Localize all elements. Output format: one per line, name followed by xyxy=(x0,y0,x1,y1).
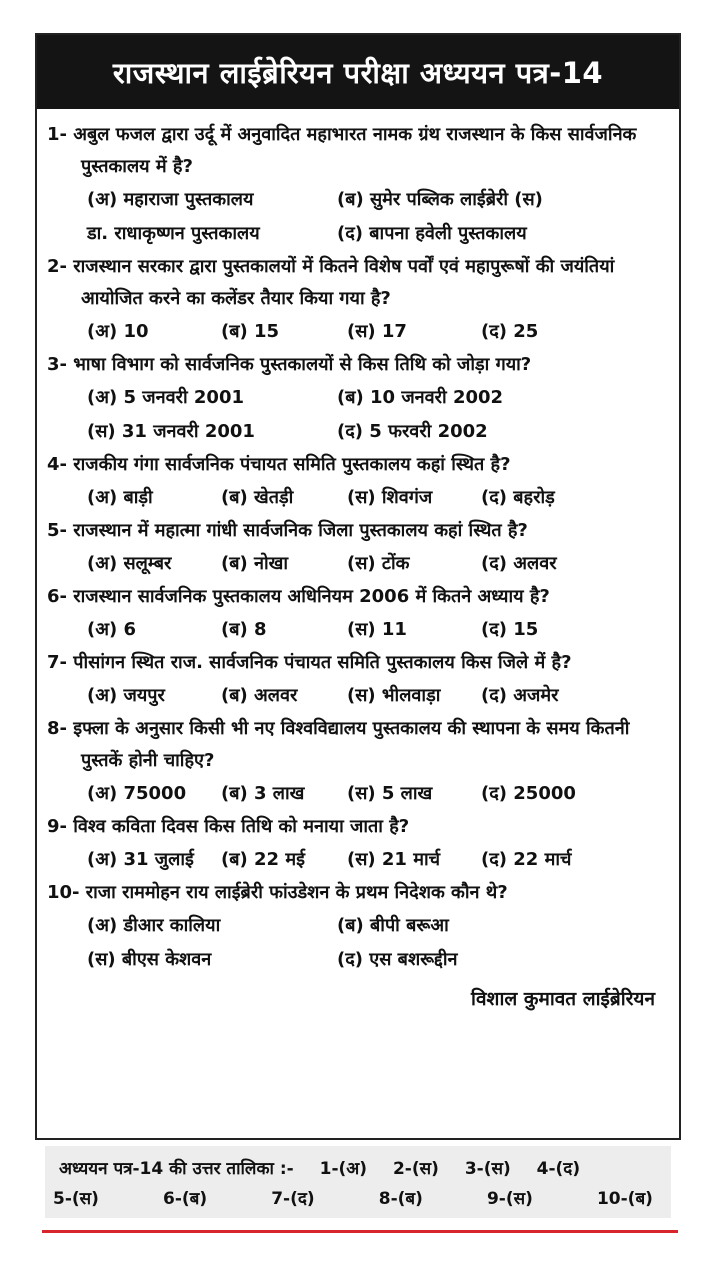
option: (द) 25000 xyxy=(481,783,576,804)
option: (स) 17 xyxy=(347,321,407,342)
question-text: 8- इफ्ला के अनुसार किसी भी नए विश्वविद्यालय पुस्तकालय की स्थापना के समय कितनी पुस्तकें होनी चाहिए? xyxy=(47,718,630,771)
option: (अ) महाराजा पुस्तकालय xyxy=(87,189,254,210)
question-text: 9- विश्व कविता दिवस किस तिथि को मनाया जाता है? xyxy=(47,816,410,837)
question-6 xyxy=(47,581,669,613)
option: (द) 25 xyxy=(481,321,539,342)
question-10 xyxy=(47,877,669,909)
page-title: राजस्थान लाईब्रेरियन परीक्षा अध्ययन पत्र-14 xyxy=(37,35,679,109)
answer-item: 2-(स) xyxy=(392,1159,439,1179)
question-text: 3- भाषा विभाग को सार्वजनिक पुस्तकालयों से किस तिथि को जोड़ा गया? xyxy=(47,354,532,375)
answer-item: 5-(स) xyxy=(53,1189,99,1209)
option: (अ) डीआर कालिया xyxy=(87,915,221,936)
question-text: 10- राजा राममोहन राय लाईब्रेरी फांउडेशन के प्रथम निदेशक कौन थे? xyxy=(47,882,508,903)
answer-item: 8-(ब) xyxy=(378,1189,423,1209)
answer-item: 7-(द) xyxy=(271,1189,315,1209)
answer-item: 10-(ब) xyxy=(596,1189,653,1209)
option: (द) बापना हवेली पुस्तकालय xyxy=(337,223,527,244)
options-1 xyxy=(47,183,669,251)
option: (स) शिवगंज xyxy=(347,487,433,508)
option: (ब) खेतड़ी xyxy=(221,487,294,508)
question-text: 5- राजस्थान में महात्मा गांधी सार्वजनिक जिला पुस्तकालय कहां स्थित है? xyxy=(47,520,528,541)
answer-key-row-2 xyxy=(53,1186,653,1209)
option: (ब) अलवर xyxy=(221,685,298,706)
options-5 xyxy=(47,547,669,581)
option: (द) अलवर xyxy=(481,553,557,574)
option: (अ) 6 xyxy=(87,619,136,640)
answer-key-label: अध्ययन पत्र-14 की उत्तर तालिका :- xyxy=(59,1159,294,1179)
answer-key-box xyxy=(45,1146,671,1218)
answer-item: 3-(स) xyxy=(464,1159,511,1179)
option: डा. राधाकृष्णन पुस्तकालय xyxy=(87,223,260,244)
option: (ब) 8 xyxy=(221,619,267,640)
option: (ब) बीपी बरूआ xyxy=(337,915,449,936)
answer-key-row-1 xyxy=(59,1156,600,1179)
option: (अ) 5 जनवरी 2001 xyxy=(87,387,245,408)
question-4 xyxy=(47,449,669,481)
option: (अ) बाड़ी xyxy=(87,487,153,508)
answer-item: 1-(अ) xyxy=(319,1159,368,1179)
option: (अ) 75000 xyxy=(87,783,187,804)
question-9 xyxy=(47,811,669,843)
question-text: 1- अबुल फजल द्वारा उर्दू में अनुवादित महाभारत नामक ग्रंथ राजस्थान के किस सार्वजनिक पुस्तकालय में है? xyxy=(47,124,637,177)
option: (ब) 3 लाख xyxy=(221,783,305,804)
option: (स) 5 लाख xyxy=(347,783,433,804)
option: (ब) 15 xyxy=(221,321,280,342)
options-8 xyxy=(47,777,669,811)
question-5 xyxy=(47,515,669,547)
option: (स) 21 मार्च xyxy=(347,849,441,870)
option: (अ) सलूम्बर xyxy=(87,553,172,574)
answer-item: 9-(स) xyxy=(486,1189,533,1209)
options-3 xyxy=(47,381,669,449)
option: (स) 31 जनवरी 2001 xyxy=(87,421,255,442)
question-text: 2- राजस्थान सरकार द्वारा पुस्तकालयों में कितने विशेष पर्वों एवं महापुरूषों की जयंतियां आयोजित करने का कलेंडर तैयार किया गया है? xyxy=(47,256,615,309)
option: (ब) 10 जनवरी 2002 xyxy=(337,387,504,408)
option: (द) बहरोड़ xyxy=(481,487,555,508)
option: (अ) 31 जुलाई xyxy=(87,849,194,870)
question-text: 6- राजस्थान सार्वजनिक पुस्तकालय अधिनियम 2006 में कितने अध्याय है? xyxy=(47,586,550,607)
options-2 xyxy=(47,315,669,349)
question-list xyxy=(37,109,679,1015)
option: (स) 11 xyxy=(347,619,407,640)
option: (द) 22 मार्च xyxy=(481,849,572,870)
footer-divider xyxy=(42,1230,678,1233)
option: (द) एस बशरूद्दीन xyxy=(337,949,458,970)
option: (द) 15 xyxy=(481,619,539,640)
option: (ब) सुमेर पब्लिक लाईब्रेरी (स) xyxy=(337,189,543,210)
option: (ब) 22 मई xyxy=(221,849,305,870)
question-2 xyxy=(47,251,669,315)
options-4 xyxy=(47,481,669,515)
option: (ब) नोखा xyxy=(221,553,289,574)
answer-item: 6-(ब) xyxy=(163,1189,208,1209)
author-credit: विशाल कुमावत लाईब्रेरियन xyxy=(471,988,655,1010)
question-7 xyxy=(47,647,669,679)
option: (अ) जयपुर xyxy=(87,685,165,706)
question-text: 7- पीसांगन स्थित राज. सार्वजनिक पंचायत समिति पुस्तकालय किस जिले में है? xyxy=(47,652,572,673)
options-10 xyxy=(47,909,669,977)
option: (स) टोंक xyxy=(347,553,410,574)
options-7 xyxy=(47,679,669,713)
options-9 xyxy=(47,843,669,877)
option: (अ) 10 xyxy=(87,321,149,342)
answer-item: 4-(द) xyxy=(536,1159,581,1179)
question-3 xyxy=(47,349,669,381)
options-6 xyxy=(47,613,669,647)
option: (द) 5 फरवरी 2002 xyxy=(337,421,488,442)
question-8 xyxy=(47,713,669,777)
option: (स) बीएस केशवन xyxy=(87,949,212,970)
option: (स) भीलवाड़ा xyxy=(347,685,441,706)
study-sheet xyxy=(35,33,681,1140)
option: (द) अजमेर xyxy=(481,685,559,706)
question-text: 4- राजकीय गंगा सार्वजनिक पंचायत समिति पुस्तकालय कहां स्थित है? xyxy=(47,454,511,475)
question-1 xyxy=(47,119,669,183)
